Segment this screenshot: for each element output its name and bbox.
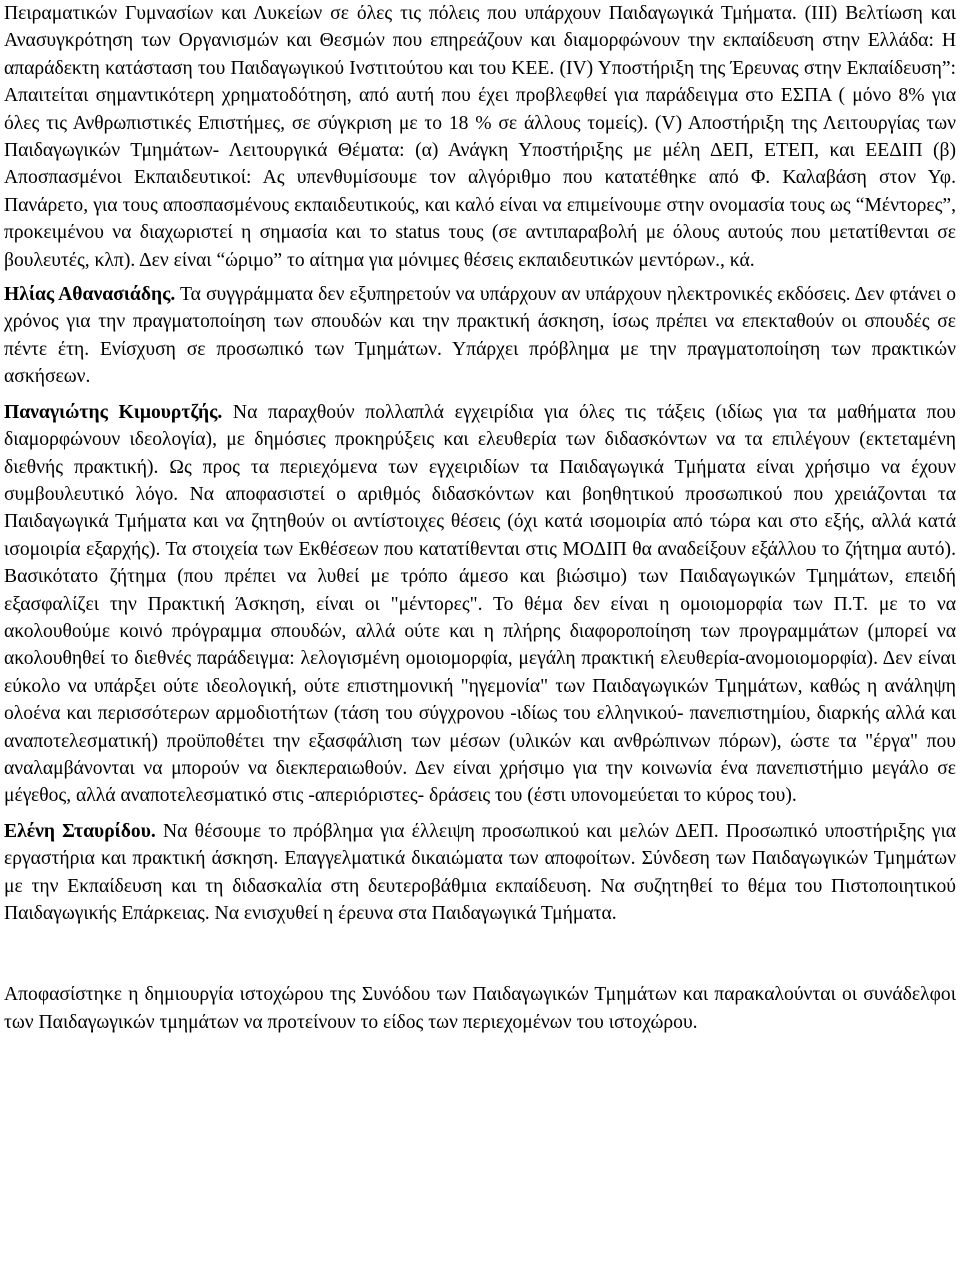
paragraph-athanasiadis xyxy=(4,281,956,391)
paragraph-website-decision: Αποφασίστηκε η δημιουργία ιστοχώρου της Συνόδου των Παιδαγωγικών Τμημάτων και παρακαλούνται οι συνάδελφοι των Παιδαγωγικών τμημάτων να προτείνουν το είδος των περιεχομένων του ιστοχώρου. xyxy=(4,984,956,1033)
paragraph-institutional-proposals: Πειραματικών Γυμνασίων και Λυκείων σε όλες τις πόλεις που υπάρχουν Παιδαγωγικά Τμήματα. (ΙΙΙ) Βελτίωση και Ανασυγκρότηση των Οργανισμών και Θεσμών που επηρεάζουν και διαμορφώνουν την εκπαίδευση στην Ελλάδα: Η απαράδεκτη κατάσταση του Παιδαγωγικού Ινστιτούτου και του ΚΕΕ. (IV) Υποστήριξη της Έρευνας στην Εκπαίδευση”: Απαιτείται σημαντικότερη χρηματοδότηση, από αυτή που έχει προβλεφθεί για παράδειγμα στο ΕΣΠΑ ( μόνο 8% για όλες τις Ανθρωπιστικές Επιστήμες, σε σύγκριση με το 18 % σε άλλους τομείς). (V) Αποστήριξη της Λειτουργίας των Παιδαγωγικών Τμημάτων- Λειτουργικά Θέματα: (α) Ανάγκη Υποστήριξης με μέλη ΔΕΠ, ΕΤΕΠ, και ΕΕΔΙΠ (β) Αποσπασμένοι Εκπαιδευτικοί: Ας υπενθυμίσουμε τον αλγόριθμο που κατατέθηκε από Φ. Καλαβάση στον Υφ. Πανάρετο, για τους αποσπασμένους εκπαιδευτικούς, και καλό είναι να επιμείνουμε στην ονομασία τους ως “Μέντορες”, προκειμένου να διαχωριστεί η σημασία και το status τους (σε αντιπαραβολή με όλους αυτούς που μετατίθενται σε βουλευτές, κλπ). Δεν είναι “ώριμο” το αίτημα για μόνιμες θέσεις εκπαιδευτικών μεντόρων., κά. xyxy=(4,3,956,271)
speaker-statement: Να παραχθούν πολλαπλά εγχειρίδια για όλες τις τάξεις (ιδίως για τα μαθήματα που διαμορφώνουν ιδεολογία), με δημόσιες προκηρύξεις και ελευθερία των διδασκόντων να τα επιλέγουν (εκτεταμένη διεθνής πρακτική). Ως προς τα περιεχόμενα των εγχειριδίων τα Παιδαγωγικά Τμήματα είναι χρήσιμο να έχουν συμβουλευτικό λόγο. Να αποφασιστεί ο αριθμός διδασκόντων και βοηθητικού προσωπικού που χρειάζονται τα Παιδαγωγικά Τμήματα και να ζητηθούν οι αντίστοιχες θέσεις (όχι κατά ισομοιρία από τώρα και στο εξής, αλλά κατά ισομοιρία εξαρχής). Τα στοιχεία των Εκθέσεων που κατατίθενται στις ΜΟΔΙΠ θα αναδείξουν εξάλλου το ζήτημα αυτό). Βασικότατο ζήτημα (που πρέπει να λυθεί με τρόπο άμεσο και βιώσιμο) των Παιδαγωγικών Τμημάτων, επειδή εξασφαλίζει την Πρακτική Άσκηση, είναι οι "μέντορες". Το θέμα δεν είναι η ομοιομορφία των Π.Τ. με το να ακολουθούμε κοινό πρόγραμμα σπουδών, αλλά ούτε και η πλήρης διαφοροποίηση των προγραμμάτων (μπορεί να ακολουθηθεί το διεθνές παράδειγμα: λελογισμένη ομοιομορφία, μεγάλη πρακτική ελευθερία-ανομοιομορφία). Δεν είναι εύκολο να υπάρξει ούτε ιδεολογική, ούτε επιστημονική "ηγεμονία" των Παιδαγωγικών Τμημάτων, καθώς η ανάληψη ολοένα και περισσότερων αρμοδιοτήτων (τάση του σύγχρονου -ιδίως του ελληνικού- πανεπιστημίου, διαρκής αλλά και αναπoτελεσματική) προϋποθέτει την εξασφάλιση των μέσων (υλικών και ανθρώπινων πόρων), ώστε τα "έργα" που αναλαμβάνονται να μπορούν να διεκπεραιωθούν. Δεν είναι χρήσιμο για την κοινωνία ένα πανεπιστήμιο μεγάλο σε μέγεθος, αλλά αναποτελεσματικό στις -απεριόριστες- δράσεις του (έστι υπονομεύεται το κύρος του). xyxy=(4,401,956,807)
document-page xyxy=(4,0,956,1036)
paragraph-gap xyxy=(4,391,956,399)
speaker-statement: Τα συγγράμματα δεν εξυπηρετούν να υπάρχουν αν υπάρχουν ηλεκτρονικές εκδόσεις. Δεν φτάνει ο χρόνος για την πραγματοποίηση των σπουδών και την πρακτική άσκηση, ίσως πρέπει να επεκταθούν οι σπουδές σε πέντε έτη. Ενίσχυση σε προσωπικό των Τμημάτων. Υπάρχει πρόβλημα με την πραγματοποίηση των πρακτικών ασκήσεων. xyxy=(4,284,956,388)
speaker-name: Ηλίας Αθανασιάδης. xyxy=(4,284,176,306)
paragraph-gap xyxy=(4,810,956,818)
speaker-name: Ελένη Σταυρίδου. xyxy=(4,820,156,842)
paragraph-gap xyxy=(4,274,956,281)
paragraph-gap xyxy=(4,927,956,981)
speaker-statement: Να θέσουμε το πρόβλημα για έλλειψη προσωπικού και μελών ΔΕΠ. Προσωπικό υποστήριξης για εργαστήρια και πρακτική άσκηση. Επαγγελματικά δικαιώματα των αποφοίτων. Σύνδεση των Παιδαγωγικών Τμημάτων με την Εκπαίδευση και τη διδασκαλία στη δευτεροβάθμια εκπαίδευση. Να συζητηθεί το θέμα του Πιστοποιητικού Παιδαγωγικής Επάρκειας. Να ενισχυθεί η έρευνα στα Παιδαγωγικά Τμήματα. xyxy=(4,820,956,924)
paragraph-stavridou xyxy=(4,818,956,928)
speaker-name: Παναγιώτης Κιμουρτζής. xyxy=(4,401,223,423)
paragraph-kimourtzis xyxy=(4,399,956,810)
